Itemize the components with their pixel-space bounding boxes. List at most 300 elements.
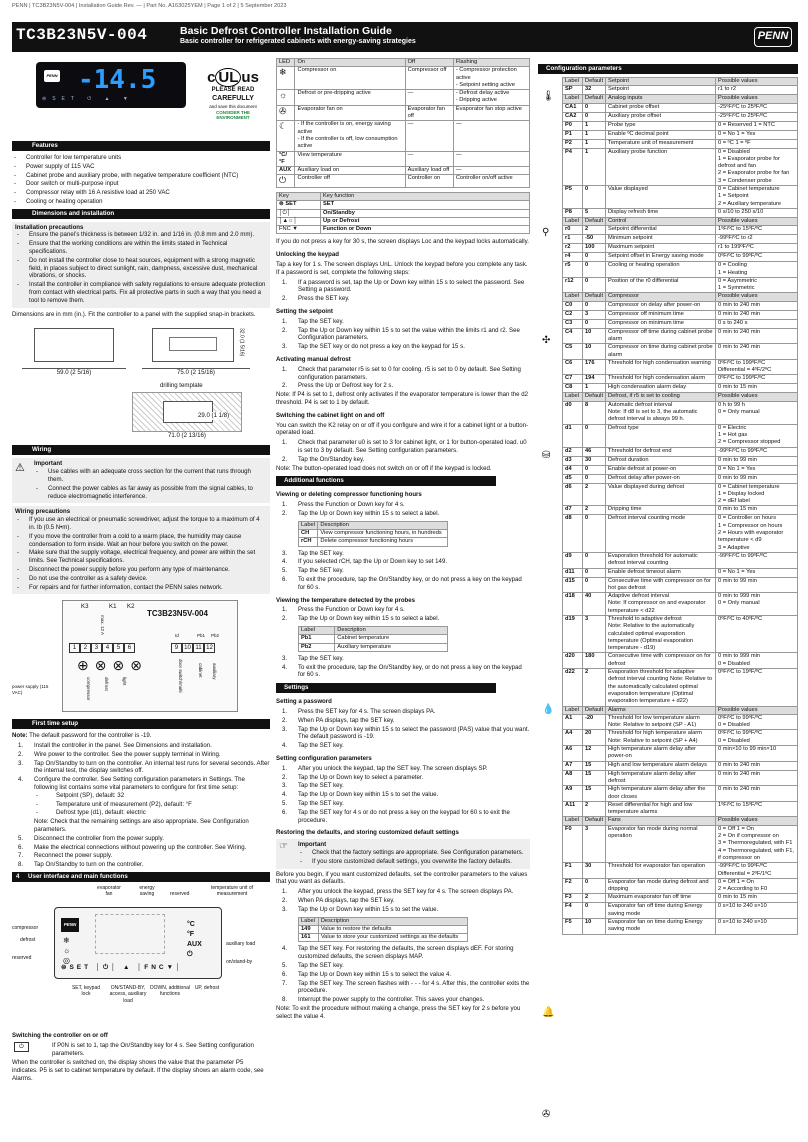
config-cell: 1	[583, 148, 606, 185]
terminal: 3	[91, 643, 102, 653]
config-cell: 0	[583, 262, 606, 278]
td: rCH	[299, 538, 318, 546]
key-note: If you do not press a key for 30 s, the screen displays Loc and the keypad locks automatically.	[276, 238, 529, 246]
cfgset-step: Tap the SET key.	[298, 799, 344, 807]
config-cell: Automatic defrost interval Note: If d8 is set to 3, the automatic defrost interval is always 99 h.	[606, 401, 716, 424]
load-symbols-icon: ⊕⊗⊗⊗	[77, 657, 148, 674]
config-cell: CA1	[563, 103, 583, 112]
display-keys: ⊜SET ⏻ ▲ ▼	[42, 96, 134, 102]
config-cell: High condensation alarm delay	[606, 384, 716, 393]
config-cell: Value displayed	[606, 186, 716, 209]
config-header-cell: Label	[563, 293, 583, 301]
config-cell: 0 s×10 to 240 s×10	[716, 918, 798, 934]
fs-step: Tap On/Standby to turn on the controller. An internal test runs for several seconds. After the internal test, the display switches off.	[34, 759, 270, 775]
config-cell: Setpoint	[606, 86, 716, 95]
config-cell: 0	[583, 186, 606, 209]
td: Auxiliary load off	[405, 167, 453, 175]
config-cell: 2	[583, 483, 606, 506]
cfgset-step: Tap the SET key for 4 s or do not press a key on the keypad for 60 s to exit the procedure.	[298, 808, 510, 824]
config-section-header	[563, 393, 798, 401]
config-cell: 0	[583, 424, 606, 447]
config-cell: 2	[583, 669, 606, 706]
config-cell: Compressor on delay after power-on	[606, 301, 716, 310]
comp-hours-step: To exit the procedure, tap the On/Standby key, or do not press a key on the keypad for 60 s.	[298, 575, 522, 591]
config-section-header	[563, 817, 798, 825]
compressor-icon: ❄	[277, 67, 295, 90]
config-cell: A4	[563, 730, 583, 746]
config-header-cell: Possible values	[716, 95, 798, 103]
config-header-cell: Default	[583, 95, 606, 103]
config-cell: d20	[563, 653, 583, 669]
config-row	[563, 714, 798, 730]
td: Up or Defrost	[321, 217, 530, 225]
config-row	[563, 483, 798, 506]
label-cabinet: cabinet	[197, 663, 203, 678]
config-cell: 0	[583, 465, 606, 474]
comp-hours-table	[298, 521, 448, 547]
restore-imp-item: - Check that the factory settings are appropriate. See Configuration parameters.	[298, 849, 527, 857]
wiring-important-item: - Use cables with an adequate cross section for the current that runs through them.	[34, 468, 267, 484]
config-cell: d15	[563, 577, 583, 593]
config-cell: Setpoint offset in Energy saving mode	[606, 253, 716, 262]
config-cell: 0ºF/ºC to 99ºF/ºC	[716, 253, 798, 262]
config-row	[563, 761, 798, 770]
td: Auxiliary load on	[295, 167, 405, 175]
config-header-cell: Fans	[606, 817, 716, 825]
switch-onoff-title: Switching the controller on or off	[12, 1031, 108, 1039]
config-cell: r4	[563, 253, 583, 262]
config-cell: 30	[583, 456, 606, 465]
label-energy-saving: energy saving	[139, 884, 155, 898]
feature-item: - Compressor relay with 16 A resistive load at 250 VAC	[12, 189, 270, 197]
td: Compressor off	[405, 67, 453, 90]
config-cell: 0 min to 15 min	[716, 894, 798, 903]
controller-side-view	[34, 328, 114, 362]
config-cell: Temperature unit of measurement	[606, 139, 716, 148]
config-row	[563, 424, 798, 447]
password-title: Setting a password	[276, 698, 332, 706]
config-cell: Value displayed during defrost	[606, 483, 716, 506]
controller-front-view	[152, 328, 234, 362]
relay-k1: K1	[109, 603, 117, 611]
td: —	[453, 151, 529, 167]
relay-k3: K3	[81, 603, 89, 611]
config-cell: A1	[563, 714, 583, 730]
restore-table	[298, 917, 468, 943]
wiring-prec-item: - If you use an electrical or pneumatic screwdriver, adjust the torque to a maximum of 4 in. lb (0.5 N•m).	[15, 516, 267, 532]
feature-item: - Cooling or heating operation	[12, 198, 270, 206]
config-cell: Enable ºC decimal point	[606, 130, 716, 139]
settings-heading: Settings	[276, 683, 496, 693]
fs-step: Tap On/Standby to turn on the controller.	[34, 861, 144, 869]
config-cell: 0	[583, 253, 606, 262]
fs-step: Install the controller in the panel. See Dimensions and installation.	[34, 742, 212, 750]
config-cell: 0 = Cabinet temperature 1 = Setpoint 2 = Auxiliary temperature	[716, 186, 798, 209]
label-up-key: UP, defrost	[194, 984, 220, 991]
label-on-standby: on/stand-by	[226, 958, 253, 965]
config-row	[563, 226, 798, 235]
config-row	[563, 86, 798, 95]
config-row	[563, 139, 798, 148]
config-cell: 10	[583, 328, 606, 344]
config-cell: 0	[583, 878, 606, 894]
config-cell: Position of the r0 differential	[606, 277, 716, 293]
config-cell: Auxiliary probe offset	[606, 112, 716, 121]
defrost-drop-icon: 💧	[542, 703, 555, 715]
config-cell: 2	[583, 226, 606, 235]
config-cell: Dripping time	[606, 506, 716, 515]
probe-pb1: Pb1	[197, 633, 206, 639]
probe-temp-step: Tap the SET key.	[298, 654, 344, 662]
config-header-cell: Possible values	[716, 77, 798, 85]
config-cell: -25ºF/ºC to 25ºF/ºC	[716, 103, 798, 112]
panel-digits	[95, 914, 165, 954]
restore-step: Tap the SET key. The screen flashes with - - - for 4 s. After this, the controller exits the procedure.	[298, 979, 530, 995]
unlock-step: If a password is set, tap the Up or Down key within 15 s to select the password. See Setting a password.	[298, 278, 525, 294]
config-header-cell: Control	[606, 217, 716, 225]
config-cell: 0 = Cooling 1 = Heating	[716, 262, 798, 278]
config-cell: d22	[563, 669, 583, 706]
config-row	[563, 506, 798, 515]
config-cell: P4	[563, 148, 583, 185]
config-cell: 0 min to 240 min	[716, 301, 798, 310]
label-set-key: SET, keypad lock	[71, 984, 101, 998]
cfgset-title: Setting configuration parameters	[276, 754, 372, 762]
comp-hours-step: If you selected rCH, tap the Up or Down key to set 149.	[298, 558, 448, 566]
label-door-switch: door switch/multi	[177, 659, 183, 693]
config-cell: -99ºF/ºC to 99ºF/ºC Differential = 2ºF/1ºC	[716, 863, 798, 879]
config-header-cell: Label	[563, 393, 583, 401]
config-cell: 0ºF/ºC to 99ºF/ºC 0 = Disabled	[716, 730, 798, 746]
dim-width-59: 59.0 (2 5/16)	[22, 368, 126, 377]
label-auxiliary: auxiliary	[211, 663, 217, 680]
config-cell: 100	[583, 244, 606, 253]
config-cell: 0	[583, 277, 606, 293]
config-section-header	[563, 293, 798, 301]
fnc-key-icon: FNC ▼	[277, 226, 321, 234]
wiring-prec-title: Wiring precautions	[15, 508, 71, 516]
light-step: Check that parameter u0 is set to 3 for cabinet light, or 1 for button-operated load. u0 is set to 3 by default. See Setting configuration parameters.	[298, 439, 527, 454]
dimensions-heading: Dimensions and installation	[12, 209, 270, 219]
config-header-cell: Defrost, if r5 is set to cooling	[606, 393, 716, 401]
feature-item: - Power supply of 115 VAC	[12, 163, 270, 171]
config-cell: d1	[563, 424, 583, 447]
drilling-template-label: drilling template	[160, 382, 203, 390]
config-cell: 0 s/10 to 250 s/10	[716, 208, 798, 217]
config-cell: 40	[583, 593, 606, 616]
config-cell: High temperature alarm delay after the door closes	[606, 786, 716, 802]
config-row	[563, 593, 798, 616]
ul-certification	[202, 68, 264, 121]
config-cell: A7	[563, 761, 583, 770]
config-cell: 2	[583, 894, 606, 903]
config-cell: 0 min to 240 min	[716, 328, 798, 344]
th: Description	[318, 917, 467, 925]
wiring-diagram-box	[62, 600, 238, 712]
config-row	[563, 310, 798, 319]
compressor-icon: ⛁	[542, 449, 551, 461]
config-cell: 1	[583, 130, 606, 139]
config-row	[563, 148, 798, 185]
please-read: PLEASE READ	[211, 87, 255, 94]
config-header-cell: Label	[563, 217, 583, 225]
td: - If the controller is on, energy saving active - If the controller is off, low consumption active	[295, 121, 405, 151]
config-row	[563, 328, 798, 344]
config-cell: 0	[583, 103, 606, 112]
config-cell: 0 = No 1 = Yes	[716, 130, 798, 139]
terminal: 5	[113, 643, 124, 653]
fs-step: Disconnect the controller from the power supply.	[34, 834, 164, 842]
config-cell: -20	[583, 714, 606, 730]
config-cell: Cabinet probe offset	[606, 103, 716, 112]
config-cell: Setpoint differential	[606, 226, 716, 235]
td: SET	[321, 201, 530, 209]
config-cell: r5	[563, 262, 583, 278]
config-cell: Compressor off time during cabinet probe alarm	[606, 328, 716, 344]
config-cell: 0 min to 240 min	[716, 770, 798, 786]
config-cell: A6	[563, 746, 583, 762]
config-cell: 0 s to 240 s	[716, 319, 798, 328]
features-list	[12, 154, 270, 206]
feature-item: - Door switch or multi-purpose input	[12, 180, 270, 188]
td: 161	[299, 934, 319, 942]
config-row	[563, 319, 798, 328]
config-cell: 0 = ºC 1 = ºF	[716, 139, 798, 148]
config-cell: 20	[583, 730, 606, 746]
wiring-prec-item: - If you move the controller from a cold to a warm place, the humidity may cause condensation to form inside. Wait an hour before you switch on the power.	[15, 533, 267, 549]
config-cell: High and low temperature alarm delays	[606, 761, 716, 770]
config-cell: Defrost type	[606, 424, 716, 447]
config-cell: Evaporation threshold for automatic defrost interval counting	[606, 552, 716, 568]
config-cell: d0	[563, 401, 583, 424]
th: On	[295, 59, 405, 67]
config-cell: 0 min to 99 min	[716, 577, 798, 593]
power-icon: ⏻	[277, 175, 295, 188]
config-cell: Enable defrost at power-on	[606, 465, 716, 474]
config-cell: d4	[563, 465, 583, 474]
config-table-wrap	[538, 77, 798, 1120]
dim-width-71: 71.0 (2 13/16)	[168, 432, 206, 440]
probe-temp-step: Press the Function or Down key for 4 s.	[298, 606, 405, 614]
fs-note2: Note: Check that the remaining settings are also appropriate. See Configuration parameters.	[34, 818, 249, 834]
config-cell: 0 min to 999 min 0 = Only manual	[716, 593, 798, 616]
ui-heading: 4 User interface and main functions	[12, 872, 270, 882]
wiring-heading: Wiring	[12, 445, 270, 455]
fs-sub-item: - Setpoint (SP), default: 32	[34, 792, 270, 800]
config-cell: A11	[563, 801, 583, 817]
label-reserved2: reserved	[12, 954, 32, 961]
input-id: Id	[175, 633, 179, 639]
comp-hours-step: Tap the SET key.	[298, 549, 344, 557]
config-cell: Enable defrost timeout alarm	[606, 568, 716, 577]
up-key-icon: │▲☼│	[277, 217, 321, 225]
probe-pb2: Pb2	[211, 633, 220, 639]
config-params-heading: Configuration parameters	[538, 64, 798, 74]
light-text: You can switch the K2 relay on or off if you configure and wire it for a cabinet light or a button-operated load.	[276, 421, 529, 437]
td: Evaporator fan off	[405, 105, 453, 121]
defrost-title: Activating manual defrost	[276, 356, 351, 364]
config-row	[563, 878, 798, 894]
config-cell: d6	[563, 483, 583, 506]
config-cell: 180	[583, 653, 606, 669]
label-evap-fan: evaporator fan	[97, 884, 121, 898]
config-cell: F0	[563, 825, 583, 862]
fan-icon: ✇	[542, 1108, 551, 1120]
config-row	[563, 903, 798, 919]
restore-step: Tap the Up or Down key within 15 s to set the value.	[298, 905, 439, 913]
config-cell: 0	[583, 515, 606, 552]
config-header-cell: Default	[583, 817, 606, 825]
config-cell: 5	[583, 208, 606, 217]
config-cell: P8	[563, 208, 583, 217]
label-temp-unit: temperature unit of measurement	[211, 884, 253, 898]
config-cell: r12	[563, 277, 583, 293]
switch-text: If P0N is set to 1, tap the On/Standby key for 4 s. See Setting configuration parameters.	[52, 1041, 254, 1057]
config-row	[563, 301, 798, 310]
restore-step: Interrupt the power supply to the controller. This saves your changes.	[298, 996, 485, 1004]
password-step: When PA displays, tap the SET key.	[298, 716, 395, 724]
config-cell: 8	[583, 401, 606, 424]
wiring-prec-item: - Disconnect the power supply before you perform any type of maintenance.	[15, 566, 267, 574]
td: On/Standby	[321, 209, 530, 217]
config-cell: High temperature alarm delay after power-on	[606, 746, 716, 762]
terminal-strip-1	[69, 643, 135, 653]
td: —	[405, 121, 453, 151]
td: —	[405, 90, 453, 106]
important-title: Important	[298, 841, 327, 849]
first-time-setup-heading: First time setup	[12, 719, 270, 729]
config-header-cell: Possible values	[716, 817, 798, 825]
config-cell: Threshold for low temperature alarm Note: Relative to setpoint (SP - A1)	[606, 714, 716, 730]
feature-item: - Controller for low temperature units	[12, 154, 270, 162]
config-cell: Probe type	[606, 121, 716, 130]
config-cell: 0 min×10 to 99 min×10	[716, 746, 798, 762]
config-row	[563, 801, 798, 817]
config-row	[563, 277, 798, 293]
config-cell: F2	[563, 878, 583, 894]
column-right	[538, 64, 798, 1120]
config-cell: A9	[563, 786, 583, 802]
config-cell: -25ºF/ºC to 25ºF/ºC	[716, 112, 798, 121]
config-cell: C0	[563, 301, 583, 310]
config-cell: 0 = Off 1 = On 2 = According to F0	[716, 878, 798, 894]
wiring-diagram	[12, 598, 270, 716]
config-cell: P2	[563, 139, 583, 148]
td: Controller on	[405, 175, 453, 188]
page-subtitle: Basic controller for refrigerated cabinets with energy-saving strategies	[180, 38, 416, 45]
comp-hours-step: Tap the Up or Down key within 15 s to select a label.	[298, 509, 440, 517]
config-cell: 0 min to 240 min	[716, 344, 798, 360]
config-cell: C4	[563, 328, 583, 344]
defrost-step: Check that parameter r5 is set to 0 for cooling. r5 is set to 0 by default. See Setting configuration parameters.	[298, 365, 521, 381]
config-cell: 0 = Off 1 = On 2 = On if compressor on 3 = Thermoregulated, with F1 4 = Thermoregulated, with F1, if compressor on	[716, 825, 798, 862]
config-cell: Display refresh time	[606, 208, 716, 217]
config-cell: 10	[583, 918, 606, 934]
config-row	[563, 746, 798, 762]
config-cell: 3	[583, 616, 606, 653]
config-cell: d7	[563, 506, 583, 515]
config-row	[563, 616, 798, 653]
config-cell: d2	[563, 447, 583, 456]
config-cell: Compressor on minimum time	[606, 319, 716, 328]
search-icon: ⚲	[542, 226, 550, 238]
config-row	[563, 235, 798, 244]
config-cell: 1ºF/ºC to 15ºF/ºC	[716, 226, 798, 235]
dimension-note: Dimensions are in mm (in.). Fit the controller to a panel with the supplied snap-in brackets.	[12, 310, 256, 318]
config-cell: 0 h to 99 h 0 = Only manual	[716, 401, 798, 424]
config-cell: 0ºF/ºC to 40ºF/ºC	[716, 616, 798, 653]
config-section-header	[563, 95, 798, 103]
th: Off	[405, 59, 453, 67]
config-cell: 0	[583, 301, 606, 310]
config-cell: 194	[583, 375, 606, 384]
set-key-icon: ⊜ SET	[277, 201, 321, 209]
config-header-cell: Default	[583, 393, 606, 401]
config-row	[563, 244, 798, 253]
config-cell: 1ºF/ºC to 15ºF/ºC	[716, 801, 798, 817]
password-step: Press the SET key for 4 s. The screen displays PA.	[298, 707, 436, 715]
config-cell: 0	[583, 903, 606, 919]
fs-note: The default password for the controller is -19.	[29, 732, 152, 740]
config-cell: C8	[563, 384, 583, 393]
relay-k2: K2	[127, 603, 135, 611]
key-label: SET	[285, 201, 297, 208]
alarm-bell-icon: 🔔	[542, 1006, 555, 1018]
label-compressor: compressor	[12, 924, 39, 931]
config-cell: 0 = Disabled 1 = Evaporator probe for defrost and fan 2 = Evaporator probe for fan 3 = Condenser probe	[716, 148, 798, 185]
config-cell: 0	[583, 319, 606, 328]
config-header-cell: Possible values	[716, 393, 798, 401]
config-row	[563, 568, 798, 577]
restore-step: When PA displays, tap the SET key.	[298, 896, 395, 904]
config-header-cell: Possible values	[716, 706, 798, 714]
panel-keys: ⊜SET │⏻│ ▲ │FNC▼│	[61, 963, 184, 971]
config-cell: Defrost duration	[606, 456, 716, 465]
additional-functions-heading: Additional functions	[276, 476, 496, 486]
led-table	[276, 58, 530, 188]
config-cell: 1	[583, 139, 606, 148]
config-cell: Threshold for high condensation alarm	[606, 375, 716, 384]
config-cell: 2	[583, 506, 606, 515]
onoff-key-icon: ⏻	[14, 1042, 29, 1052]
label-defrost: defrost	[103, 677, 109, 692]
config-row	[563, 401, 798, 424]
config-cell: 0ºF/ºC to 199ºF/ºC Differential = 4ºF/2ºC	[716, 359, 798, 375]
th: Label	[299, 521, 318, 529]
inst-prec-item: - Ensure the panel’s thickness is between 1/32 in. and 1/16 in. (0.8 mm and 2.0 mm).	[15, 231, 267, 239]
config-cell: Evaporation threshold for adaptive defrost interval counting Note: Relative to the automatically calculated optimal evaporation temperature (Optimal evaporation temperature + d22)	[606, 669, 716, 706]
config-cell: F5	[563, 918, 583, 934]
config-row	[563, 918, 798, 934]
config-row	[563, 786, 798, 802]
config-cell: Threshold for evaporator fan operation	[606, 863, 716, 879]
dimension-drawing	[12, 320, 270, 442]
key-label: FNC	[279, 226, 291, 233]
config-row	[563, 186, 798, 209]
config-cell: 0 min to 999 min 0 = Disabled	[716, 653, 798, 669]
inst-prec-item: - Do not install the controller close to heat sources, equipment with a strong magnetic field, in places subject to direct sunlight, rain, dampness, excessive dust, mechanical vibrations, or shocks.	[15, 257, 267, 280]
config-cell: Minimum setpoint	[606, 235, 716, 244]
fs-step: Reconnect the power supply.	[34, 852, 113, 860]
config-cell: C5	[563, 344, 583, 360]
config-section-header	[563, 217, 798, 225]
config-row	[563, 384, 798, 393]
config-cell: d9	[563, 552, 583, 568]
config-row	[563, 121, 798, 130]
config-row	[563, 894, 798, 903]
config-cell: Threshold for defrost end	[606, 447, 716, 456]
config-cell: 0 = Asymmetric 1 = Symmetric	[716, 277, 798, 293]
